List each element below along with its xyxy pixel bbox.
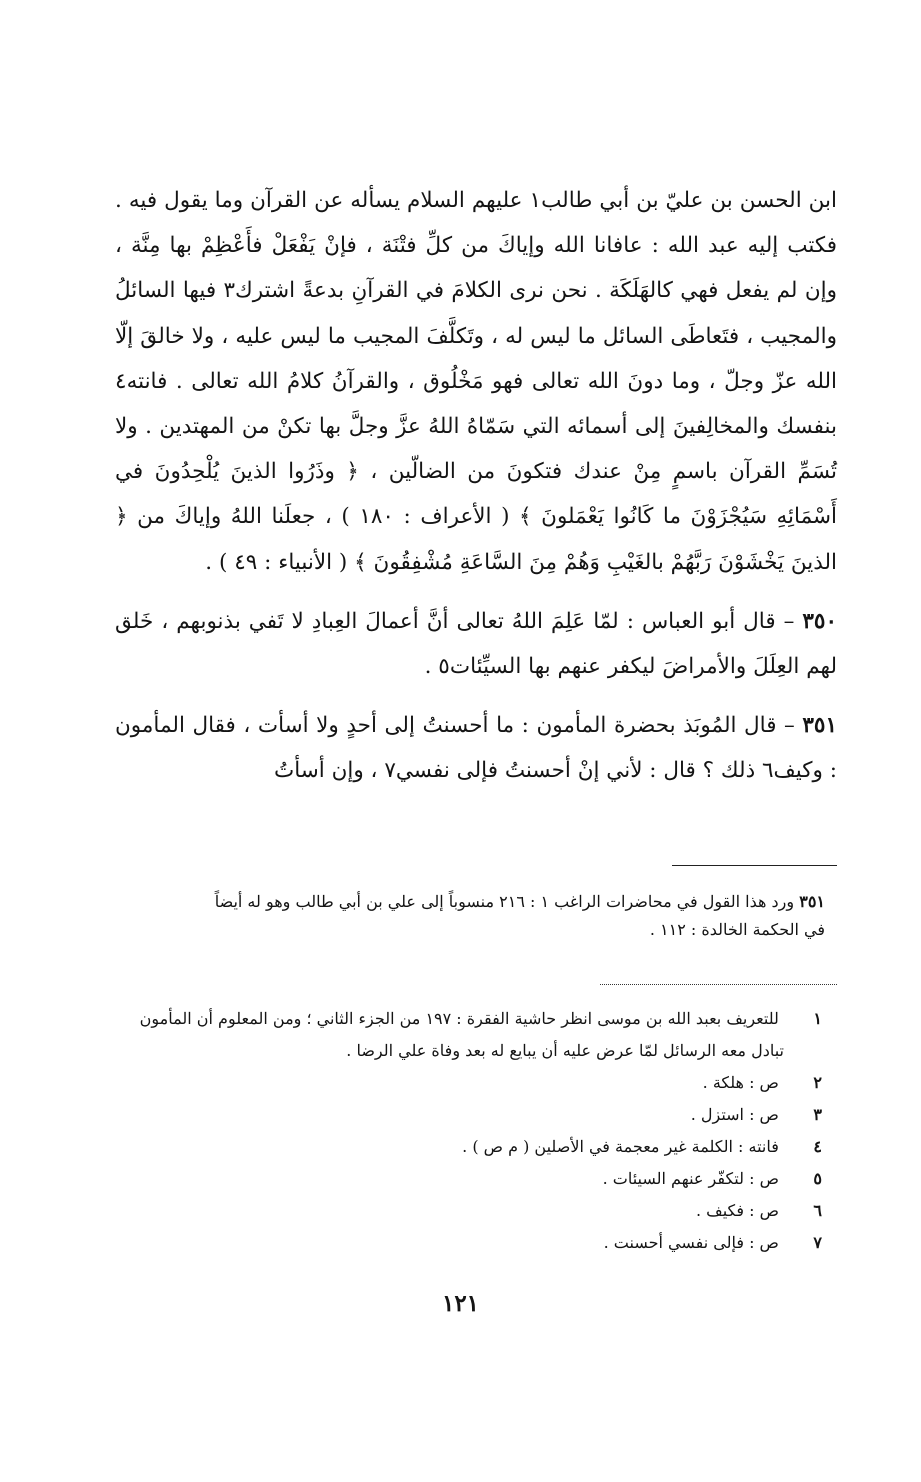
- main-text: [115, 178, 837, 794]
- paragraph-number: ٣٥٠: [802, 608, 837, 634]
- paragraph-text: – قال المُوبَذ بحضرة المأمون : ما أحسنتُ إلى أحدٍ ولا أسأت ، فقال المأمون : وكيف٦ ذلك ؟ قال : لأني إنْ أحسنتُ فإلى نفسي٧ ، وإن أسأتُ: [115, 713, 837, 784]
- footnote-number: ١: [813, 1009, 822, 1028]
- footnote-item: [130, 1003, 822, 1035]
- footnote-item: [130, 1131, 822, 1163]
- footnote-number: ٤: [813, 1137, 822, 1156]
- footnote-continuation: تبادل معه الرسائل لمّا عرض عليه أن يبايع له بعد وفاة علي الرضا .: [346, 1041, 784, 1060]
- footnote-item: [130, 1163, 822, 1195]
- paragraph-350: [115, 599, 837, 689]
- footnote-text: للتعريف بعبد الله بن موسى انظر حاشية الفقرة : ١٩٧ من الجزء الثاني ؛ ومن المعلوم أن المأمون: [139, 1009, 779, 1028]
- footnote-item: [130, 1195, 822, 1227]
- paragraph-351: [115, 703, 837, 793]
- page-number: ١٢١: [441, 1290, 480, 1317]
- footnotes-list: [130, 1003, 822, 1259]
- footnote-text: ص : فإلى نفسي أحسنت .: [603, 1233, 779, 1252]
- note-text: ورد هذا القول في محاضرات الراغب ١ : ٢١٦ منسوباً إلى علي بن أبي طالب وهو له أيضاً: [214, 892, 795, 911]
- footnote-text: ص : فكيف .: [695, 1201, 779, 1220]
- paragraph-number: ٣٥١: [802, 713, 837, 739]
- footnote-item: [130, 1099, 822, 1131]
- paragraph-letter: ابن الحسن بن عليّ بن أبي طالب١ عليهم السلام يسأله عن القرآن وما يقول فيه . فكتب إليه عبد الله : عافانا الله وإياكَ من كلِّ فتْنَة ، فإنْ يَفْعَلْ فأَعْظِمْ بها مِنَّة ، وإن لم يفعل فهي كالهَلَكَة . نحن نرى الكلامَ في القرآنِ بدعةً اشترك٣ فيها السائلُ والمجيب ، فتَعاطَى السائل ما ليس له ، وتَكلَّفَ المجيب ما ليس عليه ، ولا خالقَ إلّا الله عزّ وجلّ ، وما دونَ الله تعالى فهو مَخْلُوق ، والقرآنُ كلامُ الله تعالى . فانته٤ بنفسك والمخالِفينَ إلى أسمائه التي سَمّاهُ اللهُ عزَّ وجلَّ بها تكنْ من المهتدين . ولا تُسَمِّ القرآن باسمٍ مِنْ عندك فتكونَ من الضالّين ، ﴿ وذَرُوا الذينَ يُلْحِدُونَ في أَسْمَائِهِ سَيُجْزَوْنَ ما كَانُوا يَعْمَلونَ ﴾ ( الأعراف : ١٨٠ ) ، جعلَنا اللهُ وإياكَ من ﴿ الذينَ يَخْشَوْنَ رَبَّهُمْ بالغَيْبِ وَهُمْ مِنَ السَّاعَةِ مُشْفِقُونَ ﴾ ( الأنبياء : ٤٩ ) .: [115, 188, 837, 575]
- footnote-number: ٢: [813, 1073, 822, 1092]
- footnote-number: ٧: [813, 1233, 822, 1252]
- footnote-text: ص : استزل .: [690, 1105, 779, 1124]
- footnote-text: فانته : الكلمة غير معجمة في الأصلين ( م ص ) .: [462, 1137, 779, 1156]
- footnote-text: ص : لتكفّر عنهم السيئات .: [602, 1169, 779, 1188]
- dotted-divider: [600, 984, 837, 985]
- note-number: ٣٥١: [799, 892, 825, 911]
- footnote-item: [130, 1227, 822, 1259]
- footnote-number: ٦: [813, 1201, 822, 1220]
- footnote-number: ٥: [813, 1169, 822, 1188]
- note-351: [135, 888, 825, 944]
- paragraph-text: – قال أبو العباس : لمّا عَلِمَ اللهُ تعالى أنَّ أعمالَ العِبادِ لا تَفي بذنوبهم ، خَلق لهم العِلَلَ والأمراضَ ليكفر عنهم بها السيِّئات٥ .: [115, 608, 837, 680]
- footnote-text: ص : هلكة .: [702, 1073, 779, 1092]
- footnote-number: ٣: [813, 1105, 822, 1124]
- footnote-divider: [672, 865, 837, 866]
- note-line: في الحكمة الخالدة : ١١٢ .: [649, 920, 825, 939]
- note-line: [135, 888, 825, 916]
- footnote-item: [130, 1067, 822, 1099]
